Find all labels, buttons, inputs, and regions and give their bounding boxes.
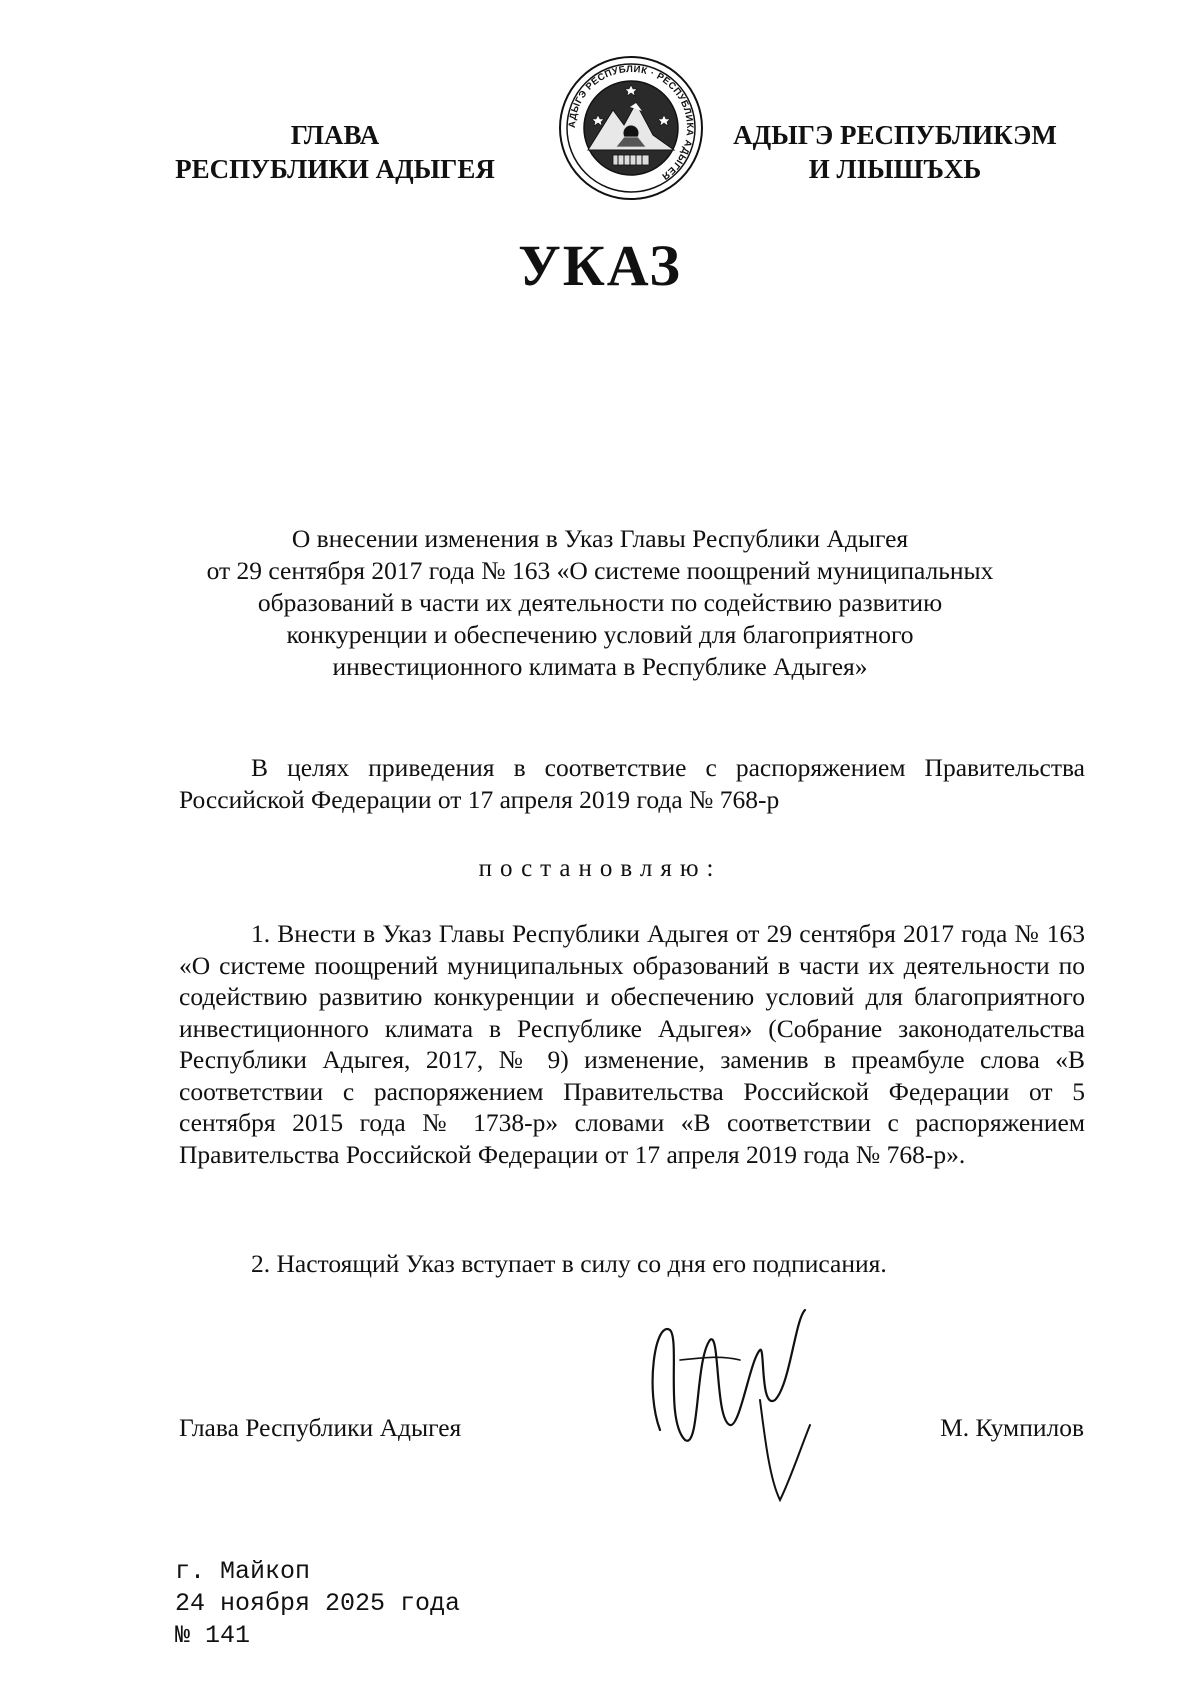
subject-line: О внесении изменения в Указ Главы Республики Адыгея bbox=[291, 524, 909, 553]
header-left-line2: РЕСПУБЛИКИ АДЫГЕЯ bbox=[175, 154, 495, 184]
decree-word: постановляю: bbox=[478, 855, 722, 882]
header-left bbox=[155, 118, 515, 186]
subject-line: инвестиционного климата в Республике Адыгея» bbox=[332, 652, 868, 681]
signatory-position: Глава Республики Адыгея bbox=[179, 1413, 462, 1442]
header-left-line1: ГЛАВА bbox=[290, 120, 380, 150]
decree-number: № 141 bbox=[175, 1621, 251, 1650]
signatory-name: М. Кумпилов bbox=[940, 1413, 1084, 1442]
document-subject bbox=[150, 523, 1050, 683]
decree-item-1: 1. Внести в Указ Главы Республики Адыгея от 29 сентября 2017 года № 163 «О системе поощрений муниципальных образований в части их деятельности по содействию развитию конкуренции и обеспечению условий для благоприятного инвестиционного климата в Республике Адыгея» (Собрание законодательства Республики Адыгея, 2017, № 9) изменение, заменив в преамбуле слова «В соответствии с распоряжением Правительства Российской Федерации от 5 сентября 2015 года № 1738-р» словами «В соответствии с распоряжением Правительства Российской Федерации от 17 апреля 2019 года № 768-р». bbox=[179, 919, 1085, 1169]
header-right-line2: И ЛІЫШЪХЬ bbox=[808, 154, 982, 184]
decree-item-2: 2. Настоящий Указ вступает в силу со дня его подписания. bbox=[251, 1249, 887, 1278]
handwritten-signature bbox=[640, 1300, 840, 1530]
issue-city: г. Майкоп bbox=[175, 1557, 311, 1586]
header-right-line1: АДЫГЭ РЕСПУБЛИКЭМ bbox=[733, 120, 1057, 150]
preamble-paragraph: В целях приведения в соответствие с распоряжением Правительства Российской Федерации от 17 апреля 2019 года № 768-р bbox=[179, 753, 1085, 814]
subject-line: от 29 сентября 2017 года № 163 «О системе поощрений муниципальных bbox=[206, 556, 994, 585]
subject-line: образований в части их деятельности по содействию развитию bbox=[257, 588, 943, 617]
document-title: УКАЗ bbox=[518, 233, 682, 298]
issue-date: 24 ноября 2025 года bbox=[175, 1589, 461, 1618]
emblem-ring-text: АДЫГЭ РЕСПУБЛИК · РЕСПУБЛИКА АДЫГЕЯ bbox=[566, 63, 696, 182]
header-right bbox=[715, 118, 1075, 186]
coat-of-arms-emblem bbox=[558, 55, 704, 201]
subject-line: конкуренции и обеспечению условий для благоприятного bbox=[286, 620, 914, 649]
